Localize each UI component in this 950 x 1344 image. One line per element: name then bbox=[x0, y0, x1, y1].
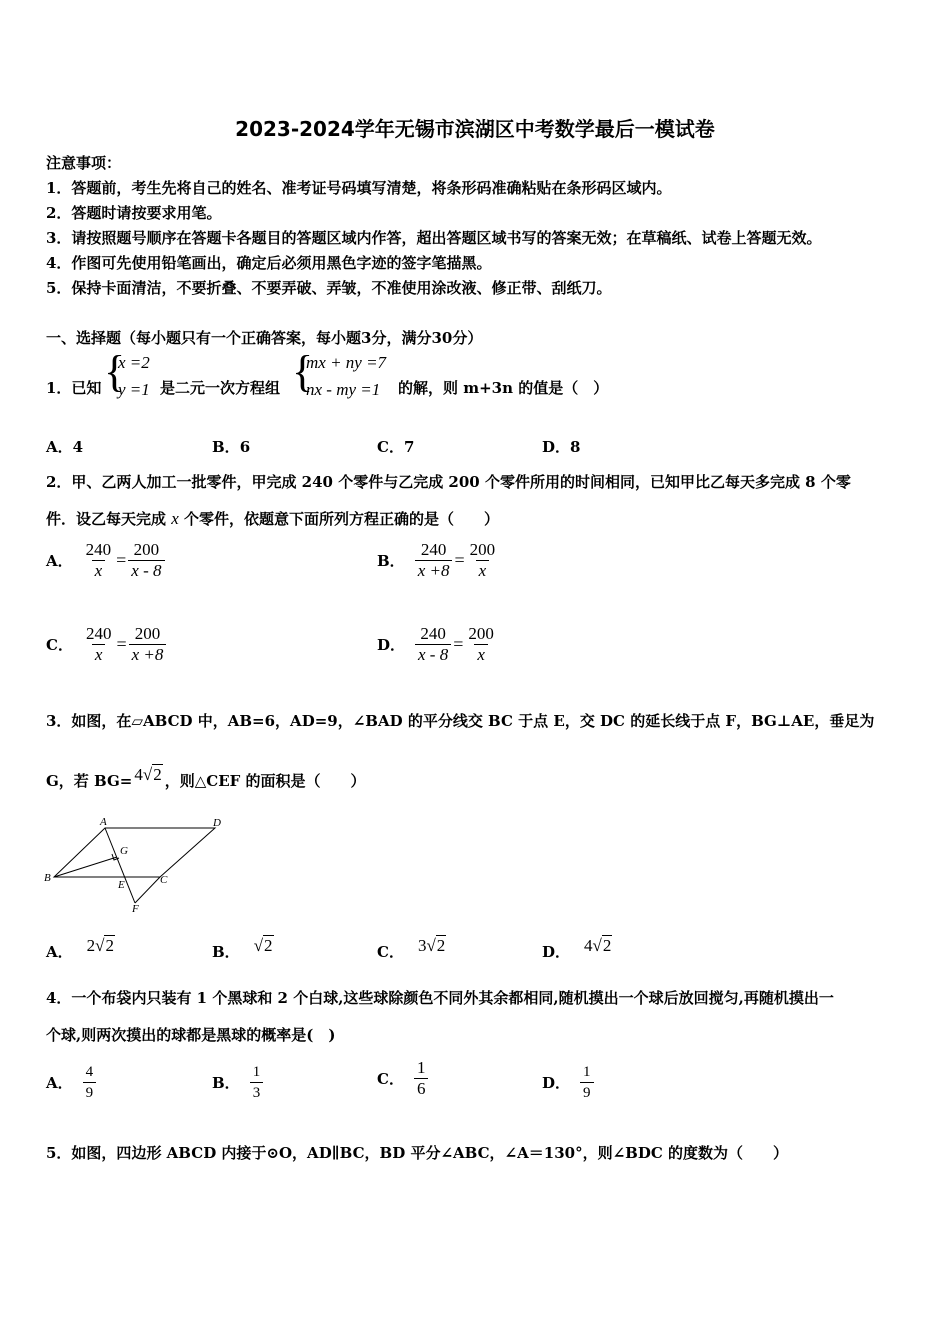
label-b: B bbox=[44, 872, 51, 884]
notice-heading: 注意事项： bbox=[46, 154, 122, 172]
q1-option-b: B．6 bbox=[212, 438, 251, 456]
q1-option-c: C．7 bbox=[377, 438, 415, 456]
label-d: D bbox=[213, 817, 221, 829]
q1-system2-eq1: mx + ny =7 bbox=[306, 353, 387, 372]
notice-item: 5．保持卡面清洁，不要折叠、不要弄破、弄皱，不准使用涂改液、修正带、刮纸刀。 bbox=[46, 279, 612, 297]
brace-icon: { bbox=[292, 347, 314, 396]
q1-middle: 是二元一次方程组 bbox=[160, 379, 281, 397]
brace-icon: { bbox=[104, 347, 126, 396]
q1-suffix: 的解，则 m+3n 的值是（ ） bbox=[398, 379, 609, 397]
q3-option-c: C． 3√2 bbox=[377, 936, 446, 961]
q1-option-a: A．4 bbox=[46, 438, 84, 456]
parallelogram-figure bbox=[40, 815, 230, 915]
q2-line1: 2．甲、乙两人加工一批零件，甲完成 240 个零件与乙完成 200 个零件所用的时间相同，已知甲比乙每天多完成 8 个零 bbox=[46, 473, 851, 491]
q2-option-a: A． $\frac{240}{x}$ = $\frac{200}{x - 8}$ bbox=[46, 540, 165, 581]
q1-option-d: D．8 bbox=[542, 438, 581, 456]
q2-option-d: D． $\frac{240}{x - 8}$ = $\frac{200}{x}$ bbox=[377, 624, 494, 664]
label-f: F bbox=[132, 903, 139, 915]
label-c: C bbox=[160, 874, 168, 886]
q1-system1-eq1: x =2 bbox=[118, 353, 150, 372]
section-heading: 一、选择题（每小题只有一个正确答案，每小题3分，满分30分） bbox=[46, 329, 483, 347]
label-g: G bbox=[120, 845, 128, 857]
q4-option-c: C． $\frac{1}{6}$ bbox=[377, 1058, 428, 1099]
q3-option-b: B． √2 bbox=[212, 936, 273, 961]
notice-item: 3．请按照题号顺序在答题卡各题目的答题区域内作答，超出答题区域书写的答案无效；在草稿纸、试卷上答题无效。 bbox=[46, 229, 822, 247]
notice-item: 4．作图可先使用铅笔画出，确定后必须用黑色字迹的签字笔描黑。 bbox=[46, 254, 492, 272]
q1-prefix: 1．已知 bbox=[46, 379, 102, 397]
q3-option-a: A． 2√2 bbox=[46, 936, 114, 961]
label-e: E bbox=[118, 879, 125, 891]
notice-item: 1．答题前，考生先将自己的姓名、准考证号码填写清楚，将条形码准确粘贴在条形码区域内。 bbox=[46, 179, 672, 197]
q4-option-b: B． $\frac{1}{3}$ bbox=[212, 1062, 263, 1103]
q2-option-c: C． $\frac{240}{x}$ = $\frac{200}{x +8}$ bbox=[46, 624, 166, 665]
q3-option-d: D． 4√2 bbox=[542, 936, 612, 961]
q1-system1-eq2: y =1 bbox=[118, 380, 150, 399]
line-bg bbox=[54, 857, 117, 877]
q2-line2: 件．设乙每天完成 x 个零件，依题意下面所列方程正确的是（ ） bbox=[46, 509, 500, 528]
q3-line1: 3．如图，在▱ABCD 中，AB=6，AD=9，∠BAD 的平分线交 BC 于点 E，交 DC 的延长线于点 F，BG⊥AE，垂足为 bbox=[46, 712, 875, 730]
q4-line2: 个球,则两次摸出的球都是黑球的概率是( ) bbox=[46, 1026, 336, 1044]
q5-line1: 5．如图，四边形 ABCD 内接于⊙O，AD∥BC，BD 平分∠ABC，∠A＝130°，则∠BDC 的度数为（ ） bbox=[46, 1144, 788, 1162]
q4-line1: 4．一个布袋内只装有 1 个黑球和 2 个白球,这些球除颜色不同外其余都相同,随机摸出一个球后放回搅匀,再随机摸出一 bbox=[46, 989, 834, 1007]
page-title: 2023-2024学年无锡市滨湖区中考数学最后一模试卷 bbox=[235, 117, 715, 141]
q4-option-a: A． $\frac{4}{9}$ bbox=[46, 1062, 96, 1103]
label-a: A bbox=[100, 816, 107, 828]
notice-item: 2．答题时请按要求用笔。 bbox=[46, 204, 222, 222]
line-cf bbox=[135, 877, 160, 903]
q1-system2-eq2: nx - my =1 bbox=[306, 380, 381, 399]
q3-line2: G，若 BG= 4√2 ，则△CEF 的面积是（ ） bbox=[46, 765, 366, 790]
line-af bbox=[105, 828, 135, 903]
q4-option-d: D． $\frac{1}{9}$ bbox=[542, 1062, 594, 1103]
q2-option-b: B． $\frac{240}{x +8}$ = $\frac{200}{x}$ bbox=[377, 540, 496, 580]
